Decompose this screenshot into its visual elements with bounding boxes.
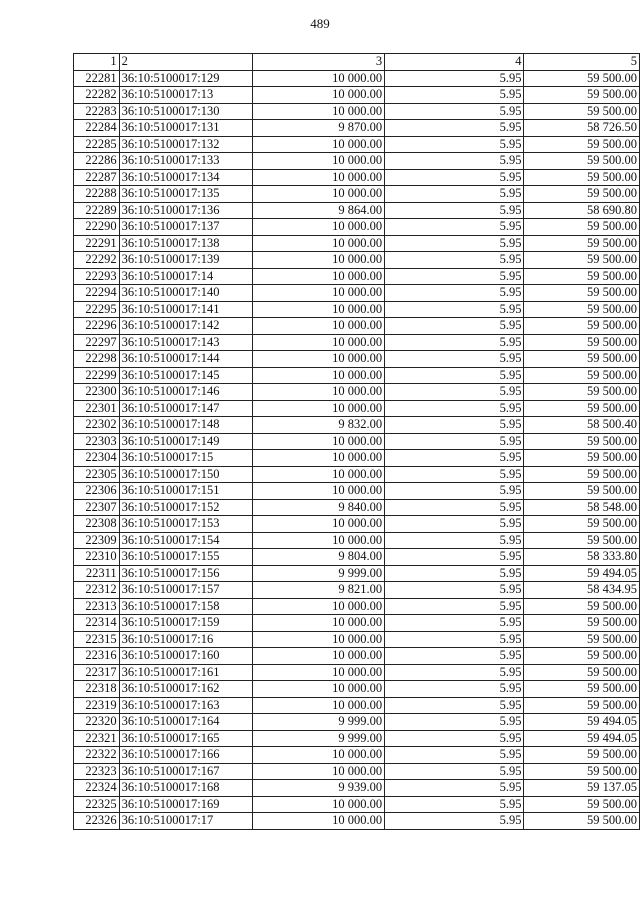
data-table — [73, 53, 640, 830]
area-cell: 10 000.00 — [253, 367, 385, 384]
cadastral-number-cell: 36:10:5100017:131 — [119, 120, 253, 137]
table-row — [74, 70, 640, 87]
table-row — [74, 301, 640, 318]
rate-cell: 5.95 — [385, 549, 524, 566]
row-number-cell: 22311 — [74, 565, 120, 582]
rate-cell: 5.95 — [385, 70, 524, 87]
row-number-cell: 22307 — [74, 499, 120, 516]
rate-cell: 5.95 — [385, 334, 524, 351]
rate-cell: 5.95 — [385, 285, 524, 302]
rate-cell: 5.95 — [385, 697, 524, 714]
cadastral-number-cell: 36:10:5100017:17 — [119, 813, 253, 830]
cadastral-number-cell: 36:10:5100017:160 — [119, 648, 253, 665]
cadastral-number-cell: 36:10:5100017:134 — [119, 169, 253, 186]
amount-cell: 59 500.00 — [524, 87, 640, 104]
rate-cell: 5.95 — [385, 466, 524, 483]
area-cell: 10 000.00 — [253, 351, 385, 368]
row-number-cell: 22318 — [74, 681, 120, 698]
cadastral-number-cell: 36:10:5100017:153 — [119, 516, 253, 533]
table-row — [74, 615, 640, 632]
table-row — [74, 87, 640, 104]
rate-cell: 5.95 — [385, 219, 524, 236]
row-number-cell: 22293 — [74, 268, 120, 285]
row-number-cell: 22304 — [74, 450, 120, 467]
row-number-cell: 22321 — [74, 730, 120, 747]
cadastral-number-cell: 36:10:5100017:163 — [119, 697, 253, 714]
amount-cell: 59 500.00 — [524, 235, 640, 252]
rate-cell: 5.95 — [385, 532, 524, 549]
rate-cell: 5.95 — [385, 235, 524, 252]
rate-cell: 5.95 — [385, 565, 524, 582]
cadastral-number-cell: 36:10:5100017:148 — [119, 417, 253, 434]
row-number-cell: 22300 — [74, 384, 120, 401]
rate-cell: 5.95 — [385, 598, 524, 615]
row-number-cell: 22292 — [74, 252, 120, 269]
cadastral-number-cell: 36:10:5100017:155 — [119, 549, 253, 566]
cadastral-number-cell: 36:10:5100017:133 — [119, 153, 253, 170]
row-number-cell: 22317 — [74, 664, 120, 681]
area-cell: 10 000.00 — [253, 532, 385, 549]
amount-cell: 59 500.00 — [524, 219, 640, 236]
table-row — [74, 136, 640, 153]
amount-cell: 59 500.00 — [524, 351, 640, 368]
rate-cell: 5.95 — [385, 87, 524, 104]
amount-cell: 58 726.50 — [524, 120, 640, 137]
cadastral-number-cell: 36:10:5100017:143 — [119, 334, 253, 351]
cadastral-number-cell: 36:10:5100017:162 — [119, 681, 253, 698]
column-header: 1 — [74, 54, 120, 71]
area-cell: 9 999.00 — [253, 730, 385, 747]
area-cell: 9 870.00 — [253, 120, 385, 137]
cadastral-number-cell: 36:10:5100017:154 — [119, 532, 253, 549]
table-row — [74, 219, 640, 236]
amount-cell: 59 500.00 — [524, 285, 640, 302]
table-row — [74, 334, 640, 351]
area-cell: 10 000.00 — [253, 400, 385, 417]
row-number-cell: 22298 — [74, 351, 120, 368]
row-number-cell: 22322 — [74, 747, 120, 764]
rate-cell: 5.95 — [385, 153, 524, 170]
table-row — [74, 384, 640, 401]
rate-cell: 5.95 — [385, 318, 524, 335]
rate-cell: 5.95 — [385, 103, 524, 120]
cadastral-number-cell: 36:10:5100017:144 — [119, 351, 253, 368]
amount-cell: 59 500.00 — [524, 664, 640, 681]
amount-cell: 58 434.95 — [524, 582, 640, 599]
rate-cell: 5.95 — [385, 499, 524, 516]
cadastral-number-cell: 36:10:5100017:161 — [119, 664, 253, 681]
row-number-cell: 22306 — [74, 483, 120, 500]
table-row — [74, 235, 640, 252]
area-cell: 10 000.00 — [253, 252, 385, 269]
table-row — [74, 103, 640, 120]
rate-cell: 5.95 — [385, 516, 524, 533]
cadastral-number-cell: 36:10:5100017:151 — [119, 483, 253, 500]
amount-cell: 59 500.00 — [524, 252, 640, 269]
rate-cell: 5.95 — [385, 400, 524, 417]
area-cell: 10 000.00 — [253, 648, 385, 665]
table-row — [74, 813, 640, 830]
cadastral-number-cell: 36:10:5100017:129 — [119, 70, 253, 87]
area-cell: 9 864.00 — [253, 202, 385, 219]
amount-cell: 59 500.00 — [524, 681, 640, 698]
rate-cell: 5.95 — [385, 450, 524, 467]
row-number-cell: 22310 — [74, 549, 120, 566]
amount-cell: 59 500.00 — [524, 384, 640, 401]
cadastral-number-cell: 36:10:5100017:164 — [119, 714, 253, 731]
area-cell: 9 804.00 — [253, 549, 385, 566]
area-cell: 10 000.00 — [253, 318, 385, 335]
table-row — [74, 780, 640, 797]
row-number-cell: 22291 — [74, 235, 120, 252]
row-number-cell: 22289 — [74, 202, 120, 219]
amount-cell: 59 500.00 — [524, 747, 640, 764]
cadastral-number-cell: 36:10:5100017:157 — [119, 582, 253, 599]
rate-cell: 5.95 — [385, 582, 524, 599]
cadastral-number-cell: 36:10:5100017:158 — [119, 598, 253, 615]
rate-cell: 5.95 — [385, 813, 524, 830]
row-number-cell: 22286 — [74, 153, 120, 170]
amount-cell: 59 500.00 — [524, 268, 640, 285]
page-number: 489 — [310, 16, 330, 31]
table-row — [74, 186, 640, 203]
cadastral-number-cell: 36:10:5100017:156 — [119, 565, 253, 582]
row-number-cell: 22299 — [74, 367, 120, 384]
rate-cell: 5.95 — [385, 433, 524, 450]
area-cell: 10 000.00 — [253, 103, 385, 120]
row-number-cell: 22314 — [74, 615, 120, 632]
cadastral-number-cell: 36:10:5100017:169 — [119, 796, 253, 813]
rate-cell: 5.95 — [385, 780, 524, 797]
cadastral-number-cell: 36:10:5100017:152 — [119, 499, 253, 516]
row-number-cell: 22324 — [74, 780, 120, 797]
table-row — [74, 351, 640, 368]
cadastral-number-cell: 36:10:5100017:149 — [119, 433, 253, 450]
table-row — [74, 747, 640, 764]
table-body — [74, 70, 640, 829]
table-row — [74, 483, 640, 500]
cadastral-number-cell: 36:10:5100017:13 — [119, 87, 253, 104]
rate-cell: 5.95 — [385, 714, 524, 731]
rate-cell: 5.95 — [385, 747, 524, 764]
cadastral-number-cell: 36:10:5100017:167 — [119, 763, 253, 780]
cadastral-number-cell: 36:10:5100017:150 — [119, 466, 253, 483]
row-number-cell: 22308 — [74, 516, 120, 533]
rate-cell: 5.95 — [385, 730, 524, 747]
row-number-cell: 22295 — [74, 301, 120, 318]
table-row — [74, 285, 640, 302]
column-header: 2 — [119, 54, 253, 71]
amount-cell: 59 500.00 — [524, 301, 640, 318]
amount-cell: 59 500.00 — [524, 70, 640, 87]
table-row — [74, 582, 640, 599]
table-row — [74, 631, 640, 648]
amount-cell: 59 500.00 — [524, 763, 640, 780]
cadastral-number-cell: 36:10:5100017:136 — [119, 202, 253, 219]
area-cell: 10 000.00 — [253, 763, 385, 780]
column-header: 4 — [385, 54, 524, 71]
table-row — [74, 417, 640, 434]
cadastral-number-cell: 36:10:5100017:145 — [119, 367, 253, 384]
table-row — [74, 714, 640, 731]
rate-cell: 5.95 — [385, 169, 524, 186]
area-cell: 10 000.00 — [253, 153, 385, 170]
cadastral-number-cell: 36:10:5100017:138 — [119, 235, 253, 252]
area-cell: 10 000.00 — [253, 631, 385, 648]
amount-cell: 59 500.00 — [524, 697, 640, 714]
area-cell: 10 000.00 — [253, 450, 385, 467]
table-row — [74, 268, 640, 285]
table-row — [74, 598, 640, 615]
cadastral-number-cell: 36:10:5100017:132 — [119, 136, 253, 153]
area-cell: 10 000.00 — [253, 334, 385, 351]
row-number-cell: 22305 — [74, 466, 120, 483]
row-number-cell: 22313 — [74, 598, 120, 615]
area-cell: 10 000.00 — [253, 813, 385, 830]
table-row — [74, 648, 640, 665]
cadastral-number-cell: 36:10:5100017:14 — [119, 268, 253, 285]
area-cell: 9 999.00 — [253, 565, 385, 582]
area-cell: 9 821.00 — [253, 582, 385, 599]
cadastral-number-cell: 36:10:5100017:165 — [119, 730, 253, 747]
amount-cell: 59 500.00 — [524, 186, 640, 203]
area-cell: 9 832.00 — [253, 417, 385, 434]
cadastral-number-cell: 36:10:5100017:135 — [119, 186, 253, 203]
amount-cell: 59 500.00 — [524, 318, 640, 335]
amount-cell: 59 500.00 — [524, 169, 640, 186]
table-row — [74, 664, 640, 681]
area-cell: 10 000.00 — [253, 796, 385, 813]
amount-cell: 59 500.00 — [524, 433, 640, 450]
row-number-cell: 22312 — [74, 582, 120, 599]
table-row — [74, 433, 640, 450]
area-cell: 10 000.00 — [253, 384, 385, 401]
area-cell: 10 000.00 — [253, 747, 385, 764]
amount-cell: 59 500.00 — [524, 400, 640, 417]
amount-cell: 58 690.80 — [524, 202, 640, 219]
row-number-cell: 22297 — [74, 334, 120, 351]
cadastral-number-cell: 36:10:5100017:16 — [119, 631, 253, 648]
row-number-cell: 22320 — [74, 714, 120, 731]
row-number-cell: 22290 — [74, 219, 120, 236]
amount-cell: 59 500.00 — [524, 153, 640, 170]
amount-cell: 59 500.00 — [524, 532, 640, 549]
cadastral-number-cell: 36:10:5100017:168 — [119, 780, 253, 797]
area-cell: 9 939.00 — [253, 780, 385, 797]
rate-cell: 5.95 — [385, 301, 524, 318]
area-cell: 10 000.00 — [253, 615, 385, 632]
area-cell: 10 000.00 — [253, 301, 385, 318]
row-number-cell: 22302 — [74, 417, 120, 434]
rate-cell: 5.95 — [385, 664, 524, 681]
rate-cell: 5.95 — [385, 268, 524, 285]
table-row — [74, 532, 640, 549]
rate-cell: 5.95 — [385, 631, 524, 648]
area-cell: 10 000.00 — [253, 598, 385, 615]
table-row — [74, 796, 640, 813]
row-number-cell: 22294 — [74, 285, 120, 302]
area-cell: 10 000.00 — [253, 235, 385, 252]
cadastral-number-cell: 36:10:5100017:166 — [119, 747, 253, 764]
cadastral-number-cell: 36:10:5100017:139 — [119, 252, 253, 269]
table-row — [74, 169, 640, 186]
amount-cell: 59 500.00 — [524, 615, 640, 632]
amount-cell: 59 500.00 — [524, 367, 640, 384]
area-cell: 10 000.00 — [253, 136, 385, 153]
area-cell: 10 000.00 — [253, 285, 385, 302]
rate-cell: 5.95 — [385, 186, 524, 203]
rate-cell: 5.95 — [385, 417, 524, 434]
table-row — [74, 549, 640, 566]
table-row — [74, 730, 640, 747]
cadastral-number-cell: 36:10:5100017:140 — [119, 285, 253, 302]
cadastral-number-cell: 36:10:5100017:146 — [119, 384, 253, 401]
table-row — [74, 153, 640, 170]
cadastral-number-cell: 36:10:5100017:141 — [119, 301, 253, 318]
rate-cell: 5.95 — [385, 796, 524, 813]
row-number-cell: 22281 — [74, 70, 120, 87]
amount-cell: 59 500.00 — [524, 516, 640, 533]
cadastral-number-cell: 36:10:5100017:142 — [119, 318, 253, 335]
rate-cell: 5.95 — [385, 120, 524, 137]
table-row — [74, 202, 640, 219]
amount-cell: 59 500.00 — [524, 483, 640, 500]
row-number-cell: 22288 — [74, 186, 120, 203]
amount-cell: 58 333.80 — [524, 549, 640, 566]
row-number-cell: 22285 — [74, 136, 120, 153]
row-number-cell: 22319 — [74, 697, 120, 714]
area-cell: 10 000.00 — [253, 483, 385, 500]
row-number-cell: 22316 — [74, 648, 120, 665]
table-row — [74, 516, 640, 533]
table-row — [74, 763, 640, 780]
amount-cell: 59 500.00 — [524, 648, 640, 665]
cadastral-number-cell: 36:10:5100017:159 — [119, 615, 253, 632]
table-row — [74, 400, 640, 417]
rate-cell: 5.95 — [385, 367, 524, 384]
rate-cell: 5.95 — [385, 136, 524, 153]
table-row — [74, 120, 640, 137]
table-row — [74, 450, 640, 467]
row-number-cell: 22282 — [74, 87, 120, 104]
rate-cell: 5.95 — [385, 483, 524, 500]
column-header: 5 — [524, 54, 640, 71]
amount-cell: 59 137.05 — [524, 780, 640, 797]
row-number-cell: 22301 — [74, 400, 120, 417]
amount-cell: 59 500.00 — [524, 631, 640, 648]
amount-cell: 59 500.00 — [524, 813, 640, 830]
rate-cell: 5.95 — [385, 252, 524, 269]
row-number-cell: 22315 — [74, 631, 120, 648]
row-number-cell: 22326 — [74, 813, 120, 830]
rate-cell: 5.95 — [385, 615, 524, 632]
table-row — [74, 499, 640, 516]
table-row — [74, 565, 640, 582]
rate-cell: 5.95 — [385, 763, 524, 780]
area-cell: 10 000.00 — [253, 70, 385, 87]
area-cell: 10 000.00 — [253, 87, 385, 104]
amount-cell: 59 500.00 — [524, 136, 640, 153]
row-number-cell: 22303 — [74, 433, 120, 450]
rate-cell: 5.95 — [385, 351, 524, 368]
rate-cell: 5.95 — [385, 681, 524, 698]
area-cell: 10 000.00 — [253, 219, 385, 236]
area-cell: 10 000.00 — [253, 268, 385, 285]
amount-cell: 59 494.05 — [524, 714, 640, 731]
amount-cell: 59 494.05 — [524, 565, 640, 582]
cadastral-number-cell: 36:10:5100017:130 — [119, 103, 253, 120]
area-cell: 10 000.00 — [253, 169, 385, 186]
table-row — [74, 681, 640, 698]
amount-cell: 59 500.00 — [524, 103, 640, 120]
table-row — [74, 466, 640, 483]
area-cell: 9 840.00 — [253, 499, 385, 516]
table-row — [74, 252, 640, 269]
table-row — [74, 367, 640, 384]
row-number-cell: 22287 — [74, 169, 120, 186]
cadastral-number-cell: 36:10:5100017:147 — [119, 400, 253, 417]
table-row — [74, 318, 640, 335]
amount-cell: 59 494.05 — [524, 730, 640, 747]
area-cell: 10 000.00 — [253, 681, 385, 698]
row-number-cell: 22323 — [74, 763, 120, 780]
area-cell: 10 000.00 — [253, 697, 385, 714]
area-cell: 10 000.00 — [253, 466, 385, 483]
amount-cell: 59 500.00 — [524, 450, 640, 467]
area-cell: 10 000.00 — [253, 433, 385, 450]
area-cell: 10 000.00 — [253, 186, 385, 203]
row-number-cell: 22325 — [74, 796, 120, 813]
cadastral-number-cell: 36:10:5100017:15 — [119, 450, 253, 467]
amount-cell: 59 500.00 — [524, 796, 640, 813]
column-header: 3 — [253, 54, 385, 71]
amount-cell: 59 500.00 — [524, 598, 640, 615]
rate-cell: 5.95 — [385, 202, 524, 219]
amount-cell: 59 500.00 — [524, 466, 640, 483]
amount-cell: 58 548.00 — [524, 499, 640, 516]
row-number-cell: 22283 — [74, 103, 120, 120]
rate-cell: 5.95 — [385, 384, 524, 401]
row-number-cell: 22296 — [74, 318, 120, 335]
table-row — [74, 697, 640, 714]
row-number-cell: 22284 — [74, 120, 120, 137]
area-cell: 10 000.00 — [253, 664, 385, 681]
table-header-row — [74, 54, 640, 71]
amount-cell: 59 500.00 — [524, 334, 640, 351]
area-cell: 9 999.00 — [253, 714, 385, 731]
cadastral-number-cell: 36:10:5100017:137 — [119, 219, 253, 236]
row-number-cell: 22309 — [74, 532, 120, 549]
amount-cell: 58 500.40 — [524, 417, 640, 434]
area-cell: 10 000.00 — [253, 516, 385, 533]
rate-cell: 5.95 — [385, 648, 524, 665]
